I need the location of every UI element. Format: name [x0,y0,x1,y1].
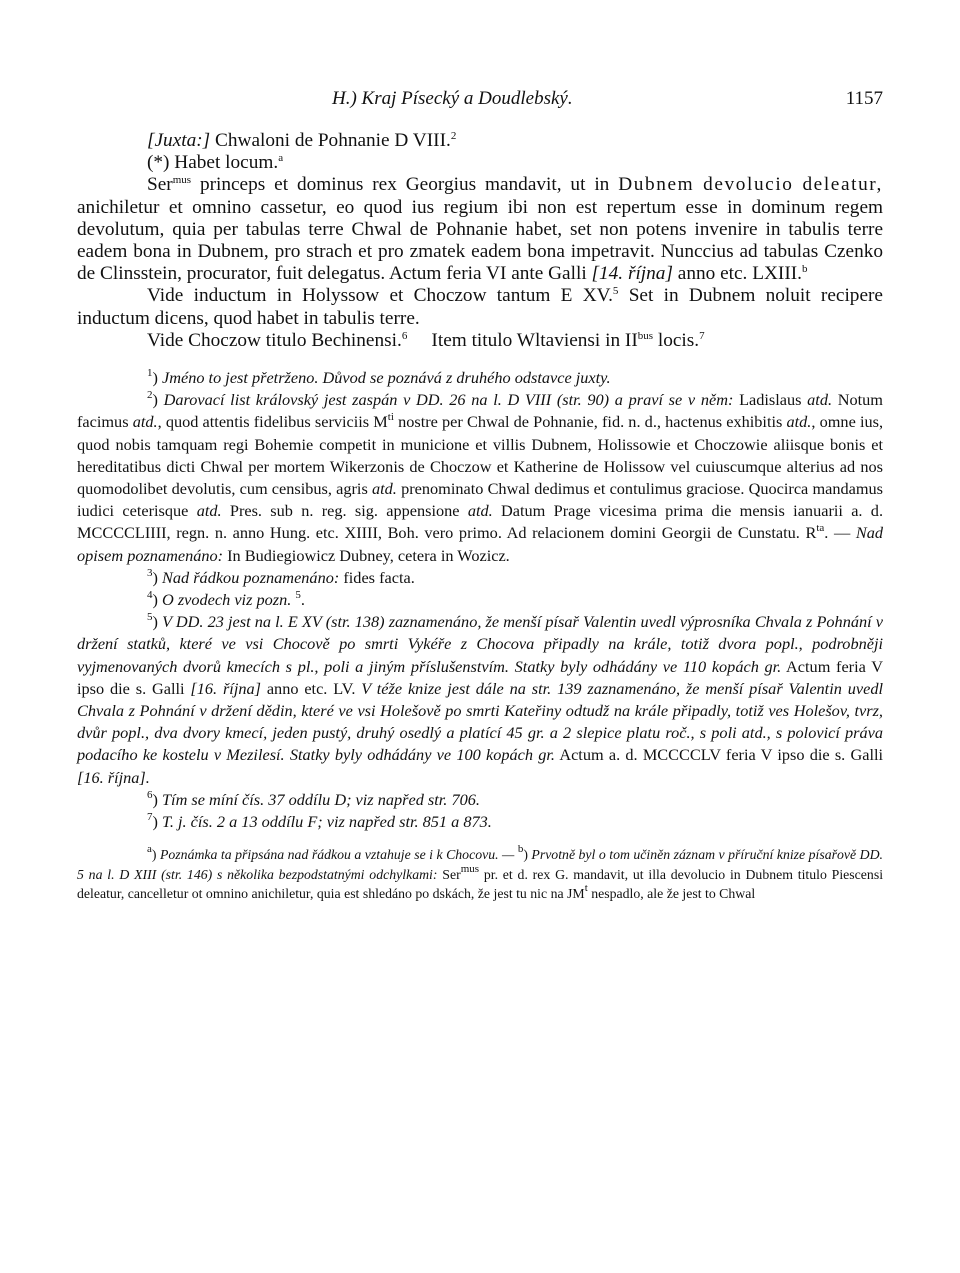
note-ref: 7 [699,329,705,342]
note-ref: 5 [612,285,619,298]
footnote-4: $^4$) O zvodech viz pozn. $^5$. [147,589,305,610]
entry-paragraph-3: Vide Choczow titulo Bechinensi.$^6$ Item titulo Wltaviensi in $II^{bus}$ locis.$^7$ [147,329,705,351]
page-number: 1157 [845,88,883,109]
footnote-2: $^2$) Darovací list královský jest zaspán v DD. 26 na l. D VIII (str. 90) a praví se v něm: Ladislaus atd. Notum facimus atd., quod attentis fidelibus serviciis $M^{ti}$ nostre per Chwal de Pohnanie, fid. n. d., hactenus exhibitis atd., omne ius, quod nobis tamquam regi Bohemie competit in municione et villis Dubnem, Holissowie et Choczowie aliisque bonis et hereditatibus dicti Chwal per mortem Wikerzonis de Choczow et Katherine de Holissow vel cuiuscumque alterius ad nos quomodolibet devolutis, cum censibus, agris atd. prenominato Chwal dedimus et contulimus graciose. Quocirca mandamus iudici ceterisque atd. Pres. sub n. reg. sig. appensione atd. Datum Prage vicesima prima die mensis ianuarii a. d. MCCCCLIIII, regn. n. anno Hung. etc. XIIII, Boh. vero primo. Ad relacionem domini Georgii de Cunstatu. $R^{ta}$. — Nad opisem poznamenáno: In Budiegiowicz Dubney, cetera in Wozicz. [77,389,884,565]
main-text [77,130,883,352]
note-ref: b [801,263,808,276]
footnote-5: $^5$) V DD. 23 jest na l. E XV (str. 138) zaznamenáno, že menší písař Valentin uvedl výprosníka Chvala z Pohnání v držení statků, které ve vsi Chocově po smrti Vykéře z Chocova připadly na krále, totiž dvora popl., podrobněji vyjmenovaných dvorů kmecích s pl., poli a jiným příslušenstvím. Statky byly odhádány ve 110 kopách gr. Actum feria V ipso die s. Galli [16. října] anno etc. LV. V téže knize jest dále na str. 139 zaznamenáno, že menší písař Valentin uvedl Chvala z Pohnání v držení dědin, které ve vsi Holešově po smrti Kateřiny odtudž na krále připadly, totiž ves Holešov, tvrz, dvůr popl., dva dvory kmecí, jeden pustý, druhý osedlý a platící 45 gr. a 2 slepice platu roč., s poli atd., s polovicí práva podacího ke kostelu v Mezilesí. Statky byly odhádány ve 100 kopách gr. Actum a. d. MCCCCLV feria V ipso die s. Galli [16. října]. [77,611,884,787]
footnote-6: $^6$) Tím se míní čís. 37 oddílu D; viz napřed str. 706. [147,788,480,809]
text-critical-notes [77,845,883,904]
running-title: H.) Kraj Písecký a Doudlebský. [332,88,573,109]
entry-paragraph-1: Ser$^{mus}$ princeps et dominus rex Georgius mandavit, ut in Dubnem devolucio deleatur, anichiletur et omnino cassetur, eo quod ius regium ibi non est repertum esse in dominum regem devolutum, quia per tabulas terre Chwal de Pohnanie habet, set non potens invenire in tabulis terre eadem bona in Dubnem, pro strach et pro zmatek eadem bona impetravit. Nunccius ad tabulas Czenko de Clinsstein, procurator, fuit delegatus. Actum feria VI ante Galli [14. října] anno etc. LXIII.$^b$ [77,174,883,285]
running-header [77,88,883,114]
note-a-and-b: $^a$) Poznámka ta připsána nad řádkou a vztahuje se i k Chocovu. — $^b$) Prvotně byl o tom učiněn záznam v příruční knize písařově DD. 5 na l. D XIII (str. 146) s několika bezpodstatnými odchylkami: Ser$^{mus}$ pr. et d. rex G. mandavit, ut illa devolucio in Dubnem titulo Piescensi deleatur, cancelletur ot omnino anichiletur, quia est shledáno po dskách, že jest tu nic na $JM^t$ nespadlo, ale že jest to Chwal [77,843,884,902]
note-ref: 2 [450,130,457,142]
habet-line: (*) Habet locum.$^a$ [147,152,284,174]
juxta-label: [Juxta:] [147,130,211,151]
note-ref: a [278,152,284,165]
footnote-7: $^7$) T. j. čís. 2 a 13 oddílu F; viz napřed str. 851 a 873. [147,811,492,832]
book-page [77,88,883,904]
footnote-3: $^3$) Nad řádkou poznamenáno: fides facta. [147,566,415,587]
entry-heading: [Juxta:] Chwaloni de Pohnanie D VIII.$^2$ [147,130,457,151]
footnote-1: $^1$) Jméno to jest přetrženo. Důvod se poznává z druhého odstavce juxty. [147,367,611,388]
footnotes [77,367,883,833]
note-ref: 6 [401,329,408,342]
entry-paragraph-2: Vide inductum in Holyssow et Choczow tantum E XV.$^5$ Set in Dubnem noluit recipere inductum dicens, quod habet in tabulis terre. [77,285,883,329]
